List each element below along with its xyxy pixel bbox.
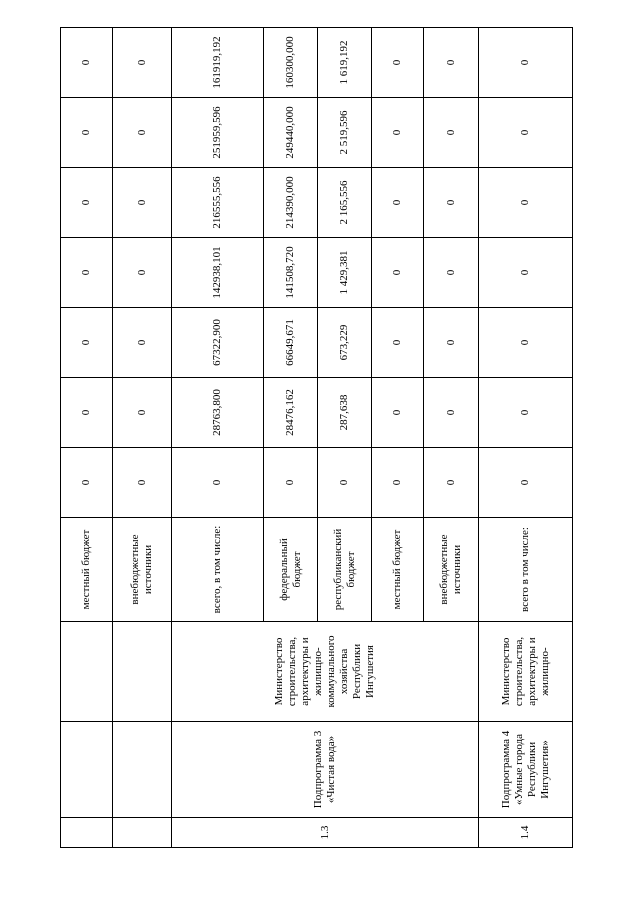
executor-name: Министерство строительства, архитектуры и жилищно-коммунального хозяйства Республики Ингушетия [172, 622, 479, 722]
value-cell: 0 [61, 168, 113, 238]
value-cell: 0 [113, 448, 172, 518]
value-cell: 0 [264, 448, 318, 518]
value-cell: 0 [61, 448, 113, 518]
value-cell: 0 [61, 28, 113, 98]
funding-source: местный бюджет [372, 518, 424, 622]
value-cell: 0 [172, 448, 264, 518]
value-cell: 67322,900 [172, 308, 264, 378]
rotated-table-wrapper [60, 28, 572, 848]
value-cell: 0 [372, 308, 424, 378]
value-cell: 66649,671 [264, 308, 318, 378]
funding-source: всего, в том числе: [172, 518, 264, 622]
value-cell: 0 [113, 168, 172, 238]
value-cell: 2 519,596 [318, 98, 372, 168]
budget-table [60, 27, 573, 848]
value-cell: 2 165,556 [318, 168, 372, 238]
value-cell: 0 [424, 378, 479, 448]
row-number [113, 818, 172, 848]
value-cell: 0 [424, 28, 479, 98]
table-row [113, 28, 172, 848]
row-number [61, 818, 113, 848]
value-cell: 214390,000 [264, 168, 318, 238]
program-name [61, 722, 113, 818]
value-cell: 216555,556 [172, 168, 264, 238]
value-cell: 0 [372, 98, 424, 168]
value-cell: 0 [424, 308, 479, 378]
funding-source: внебюджетные источники [424, 518, 479, 622]
value-cell: 0 [113, 308, 172, 378]
value-cell: 0 [424, 448, 479, 518]
funding-source: всего в том числе: [479, 518, 573, 622]
value-cell: 0 [113, 28, 172, 98]
value-cell: 0 [479, 98, 573, 168]
value-cell: 141508,720 [264, 238, 318, 308]
value-cell: 1 429,381 [318, 238, 372, 308]
value-cell: 0 [61, 98, 113, 168]
value-cell: 0 [372, 28, 424, 98]
funding-source: федеральный бюджет [264, 518, 318, 622]
funding-source: местный бюджет [61, 518, 113, 622]
value-cell: 0 [479, 28, 573, 98]
value-cell: 28476,162 [264, 378, 318, 448]
value-cell: 287,638 [318, 378, 372, 448]
value-cell: 0 [479, 168, 573, 238]
value-cell: 0 [479, 378, 573, 448]
value-cell: 0 [61, 378, 113, 448]
program-name: Подпрограмма 3 «Чистая вода» [172, 722, 479, 818]
value-cell: 0 [479, 238, 573, 308]
program-name: Подпрограмма 4 «Умные города Республики Ингушетия» [479, 722, 573, 818]
executor-name [61, 622, 113, 722]
value-cell: 251959,596 [172, 98, 264, 168]
value-cell: 0 [113, 378, 172, 448]
value-cell: 28763,800 [172, 378, 264, 448]
table-row [172, 28, 264, 848]
value-cell: 0 [424, 238, 479, 308]
program-name [113, 722, 172, 818]
value-cell: 0 [424, 98, 479, 168]
executor-name [113, 622, 172, 722]
value-cell: 0 [372, 448, 424, 518]
row-number: 1.4 [479, 818, 573, 848]
value-cell: 1 619,192 [318, 28, 372, 98]
value-cell: 0 [61, 308, 113, 378]
value-cell: 160300,000 [264, 28, 318, 98]
value-cell: 0 [113, 238, 172, 308]
funding-source: республиканский бюджет [318, 518, 372, 622]
value-cell: 142938,101 [172, 238, 264, 308]
value-cell: 249440,000 [264, 98, 318, 168]
value-cell: 0 [61, 238, 113, 308]
value-cell: 0 [479, 308, 573, 378]
row-number: 1.3 [172, 818, 479, 848]
value-cell: 161919,192 [172, 28, 264, 98]
table-row [479, 28, 573, 848]
value-cell: 0 [372, 378, 424, 448]
table-row [61, 28, 113, 848]
value-cell: 0 [372, 168, 424, 238]
executor-name: Министерство строительства, архитектуры и жилищно- [479, 622, 573, 722]
value-cell: 0 [479, 448, 573, 518]
value-cell: 0 [424, 168, 479, 238]
funding-source: внебюджетные источники [113, 518, 172, 622]
value-cell: 0 [372, 238, 424, 308]
value-cell: 673,229 [318, 308, 372, 378]
value-cell: 0 [318, 448, 372, 518]
value-cell: 0 [113, 98, 172, 168]
